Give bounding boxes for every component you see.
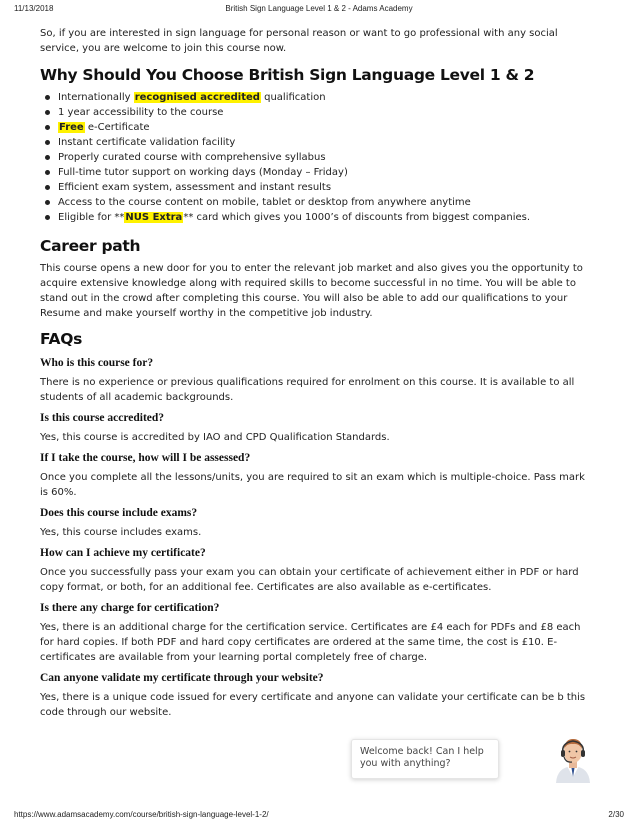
feature-highlight: Free bbox=[59, 122, 84, 133]
feature-item bbox=[40, 165, 596, 180]
chat-message: Welcome back! Can I help you with anything? bbox=[360, 746, 484, 769]
faq-question: Does this course include exams? bbox=[40, 507, 198, 519]
feature-text: Properly curated course with comprehensive syllabus bbox=[58, 152, 326, 163]
faq-answer: Yes, there is an additional charge for the certification service. Certificates are £4 each for PDFs and £8 each for hard copies. If both PDF and hard copy certificates are ordered at the same time, the cost is £10. E-certificates are available from your learning portal completely free of charge. bbox=[40, 622, 581, 663]
feature-text: e-Certificate bbox=[84, 122, 150, 133]
faq-question: Is there any charge for certification? bbox=[40, 602, 220, 614]
feature-highlight: recognised accredited bbox=[134, 92, 260, 103]
print-page-number: 2/30 bbox=[608, 810, 624, 819]
feature-item bbox=[40, 195, 596, 210]
feature-text: 1 year accessibility to the course bbox=[58, 107, 224, 118]
feature-text: ** card which gives you 1000’s of discounts from biggest companies. bbox=[183, 212, 531, 223]
faq-question: If I take the course, how will I be assessed? bbox=[40, 452, 251, 464]
feature-item bbox=[40, 150, 596, 165]
career-heading: Career path bbox=[40, 237, 141, 255]
print-date: 11/13/2018 bbox=[14, 4, 54, 13]
faq-question: Who is this course for? bbox=[40, 357, 154, 369]
faqs-heading: FAQs bbox=[40, 330, 83, 348]
support-agent-svg bbox=[552, 733, 594, 783]
chat-widget-bubble[interactable] bbox=[351, 739, 499, 779]
feature-text: qualification bbox=[260, 92, 326, 103]
feature-highlight: NUS Extra bbox=[125, 212, 183, 223]
feature-text: Internationally bbox=[58, 92, 134, 103]
support-agent-icon[interactable] bbox=[552, 733, 594, 783]
faq-list bbox=[40, 356, 596, 720]
features-list bbox=[40, 90, 596, 225]
feature-item bbox=[40, 120, 596, 135]
feature-text: Efficient exam system, assessment and instant results bbox=[58, 182, 332, 193]
faq-answer: Yes, there is a unique code issued for every certificate and anyone can validate your certificate can be b this code through our website. bbox=[40, 692, 586, 718]
print-footer bbox=[14, 810, 624, 822]
print-url: https://www.adamsacademy.com/course/british-sign-language-level-1-2/ bbox=[14, 810, 269, 819]
feature-text: Access to the course content on mobile, tablet or desktop from anywhere anytime bbox=[58, 197, 471, 208]
feature-text: Instant certificate validation facility bbox=[58, 137, 236, 148]
why-heading: Why Should You Choose British Sign Language Level 1 & 2 bbox=[40, 66, 535, 84]
feature-text: Eligible for ** bbox=[58, 212, 125, 223]
page-content bbox=[40, 26, 596, 720]
feature-item bbox=[40, 135, 596, 150]
feature-item bbox=[40, 210, 596, 225]
intro-paragraph: So, if you are interested in sign language for personal reason or want to go professional with any social service, you are welcome to join this course now. bbox=[40, 28, 558, 54]
print-header bbox=[14, 4, 624, 16]
faq-answer: Yes, this course includes exams. bbox=[40, 527, 202, 538]
feature-item bbox=[40, 105, 596, 120]
faq-answer: Yes, this course is accredited by IAO and CPD Qualification Standards. bbox=[40, 432, 390, 443]
career-paragraph: This course opens a new door for you to enter the relevant job market and also gives you the opportunity to acquire extensive knowledge along with required skills to become successful in no time. You will be able to stand out in the crowd after completing this course. You will also be able to add our qualifications to your Resume and make yourself worthy in the competitive job industry. bbox=[40, 263, 583, 319]
faq-answer: Once you complete all the lessons/units, you are required to sit an exam which is multiple-choice. Pass mark is 60%. bbox=[40, 472, 585, 498]
faq-question: Can anyone validate my certificate through your website? bbox=[40, 672, 324, 684]
faq-answer: There is no experience or previous qualifications required for enrolment on this course. It is available to all students of all academic backgrounds. bbox=[40, 377, 575, 403]
feature-item bbox=[40, 180, 596, 195]
faq-question: How can I achieve my certificate? bbox=[40, 547, 206, 559]
feature-text: Full-time tutor support on working days (Monday – Friday) bbox=[58, 167, 348, 178]
faq-answer: Once you successfully pass your exam you can obtain your certificate of achievement either in PDF or hard copy format, or both, for an additional fee. Certificates are also available as e-certificates. bbox=[40, 567, 579, 593]
feature-item bbox=[40, 90, 596, 105]
faq-question: Is this course accredited? bbox=[40, 412, 165, 424]
print-page-title: British Sign Language Level 1 & 2 - Adams Academy bbox=[225, 4, 413, 13]
